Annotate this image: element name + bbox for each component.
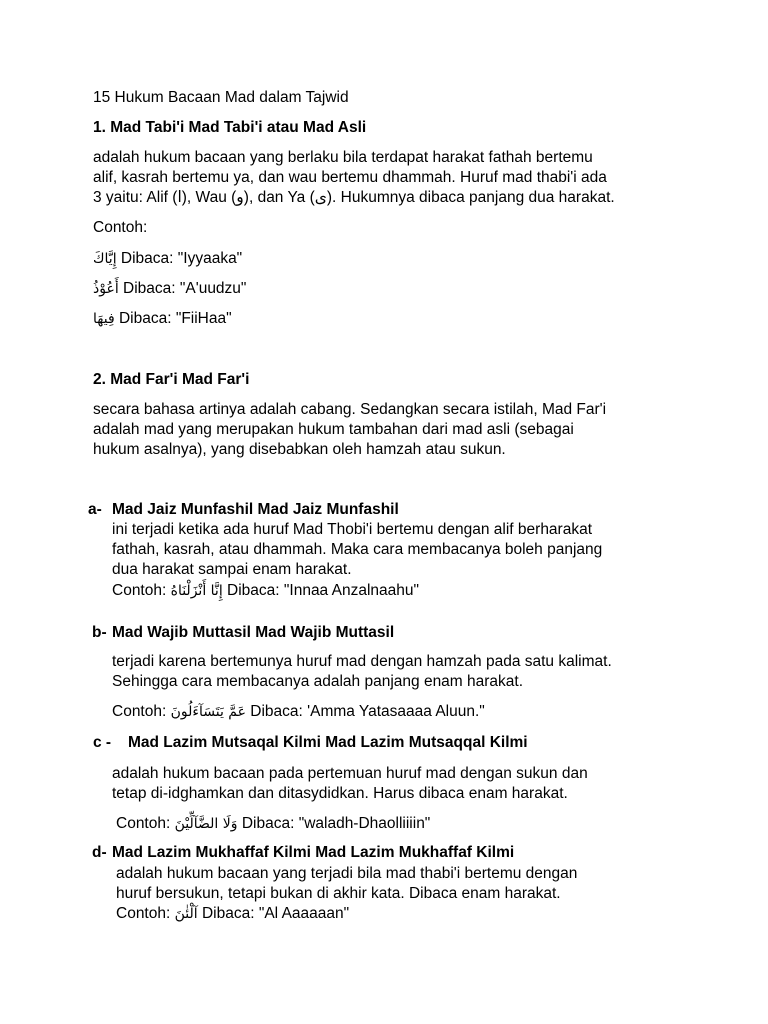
example-reading: Dibaca: "waladh-Dhaolliiiin" [241, 815, 431, 832]
doc-title: 15 Hukum Bacaan Mad dalam Tajwid [93, 89, 349, 106]
item-d-example [116, 904, 349, 924]
item-b-example [112, 702, 485, 722]
section-1-heading: 1. Mad Tabi'i Mad Tabi'i atau Mad Asli [93, 119, 367, 136]
section-2-line: hukum asalnya), yang disebabkan oleh hamzah atau sukun. [93, 441, 506, 458]
item-b-line: terjadi karena bertemunya huruf mad dengan hamzah pada satu kalimat. [112, 653, 612, 670]
example-reading: Dibaca: 'Amma Yatasaaaa Aluun." [250, 703, 485, 720]
section-1-line: alif, kasrah bertemu ya, dan wau bertemu dhammah. Huruf mad thabi'i ada [93, 169, 607, 186]
item-c-marker: c - [93, 734, 112, 751]
arabic-text: إِنَّا أَنْزَلْنَاهُ [170, 583, 223, 599]
section-1-example [93, 249, 242, 269]
item-d-body [116, 864, 577, 904]
item-c-example [116, 814, 430, 834]
contoh-label: Contoh: [116, 815, 171, 832]
contoh-label: Contoh: [116, 905, 171, 922]
item-a-line: dua harakat sampai enam harakat. [112, 561, 352, 578]
example-reading: Dibaca: "Al Aaaaaan" [201, 905, 350, 922]
item-a-example [112, 581, 419, 601]
section-2-line: secara bahasa artinya adalah cabang. Sedangkan secara istilah, Mad Far'i [93, 401, 607, 418]
item-d-marker: d- [92, 844, 107, 861]
contoh-label: Contoh: [112, 703, 167, 720]
item-a-line: ini terjadi ketika ada huruf Mad Thobi'i bertemu dengan alif berharakat [112, 521, 593, 538]
item-a-heading: Mad Jaiz Munfashil Mad Jaiz Munfashil [112, 501, 399, 518]
item-b-body [112, 652, 612, 692]
section-1-body [93, 148, 615, 208]
item-c-line: tetap di-idghamkan dan ditasydidkan. Harus dibaca enam harakat. [112, 785, 568, 802]
item-a-line: fathah, kasrah, atau dhammah. Maka cara membacanya boleh panjang [112, 541, 603, 558]
item-b-line: Sehingga cara membacanya adalah panjang enam harakat. [112, 673, 524, 690]
example-reading: Dibaca: "Iyyaaka" [120, 250, 243, 267]
item-d-line: adalah hukum bacaan yang terjadi bila mad thabi'i bertemu dengan [116, 865, 578, 882]
section-1-line: adalah hukum bacaan yang berlaku bila terdapat harakat fathah bertemu [93, 149, 593, 166]
item-a-body [112, 520, 602, 580]
item-c-body [112, 764, 588, 804]
section-1-example [93, 279, 246, 299]
section-2-line: adalah mad yang merupakan hukum tambahan dari mad asli (sebagai [93, 421, 574, 438]
arabic-text: إِيَّاكَ [93, 251, 117, 267]
arabic-text: فِيهَا [93, 311, 115, 327]
arabic-text: أَعُوْذُ [93, 281, 119, 297]
example-reading: Dibaca: "Innaa Anzalnaahu" [227, 582, 420, 599]
section-1-example [93, 309, 232, 329]
arabic-text: وَلَا الضَّآلِّيْنَ [174, 816, 238, 832]
item-b-heading: Mad Wajib Muttasil Mad Wajib Muttasil [112, 624, 395, 641]
item-d-heading: Mad Lazim Mukhaffaf Kilmi Mad Lazim Mukhaffaf Kilmi [112, 844, 515, 861]
item-c-heading: Mad Lazim Mutsaqal Kilmi Mad Lazim Mutsaqqal Kilmi [128, 734, 528, 751]
section-2-body [93, 400, 606, 460]
item-b-marker: b- [92, 624, 107, 641]
section-1-line: 3 yaitu: Alif (ا), Wau (و), dan Ya (ى). Hukumnya dibaca panjang dua harakat. [93, 189, 615, 206]
arabic-text: عَمَّ يَتَسَآءَلُونَ [170, 704, 246, 720]
item-d-line: huruf bersukun, tetapi bukan di akhir kata. Dibaca enam harakat. [116, 885, 561, 902]
item-c-line: adalah hukum bacaan pada pertemuan huruf mad dengan sukun dan [112, 765, 588, 782]
example-reading: Dibaca: "A'uudzu" [123, 280, 247, 297]
item-a-marker: a- [88, 501, 102, 518]
arabic-text: آلْئٰنَ [174, 906, 198, 922]
section-1-contoh-label: Contoh: [93, 219, 148, 236]
example-reading: Dibaca: "FiiHaa" [118, 310, 232, 327]
section-2-heading: 2. Mad Far'i Mad Far'i [93, 371, 250, 388]
contoh-label: Contoh: [112, 582, 167, 599]
